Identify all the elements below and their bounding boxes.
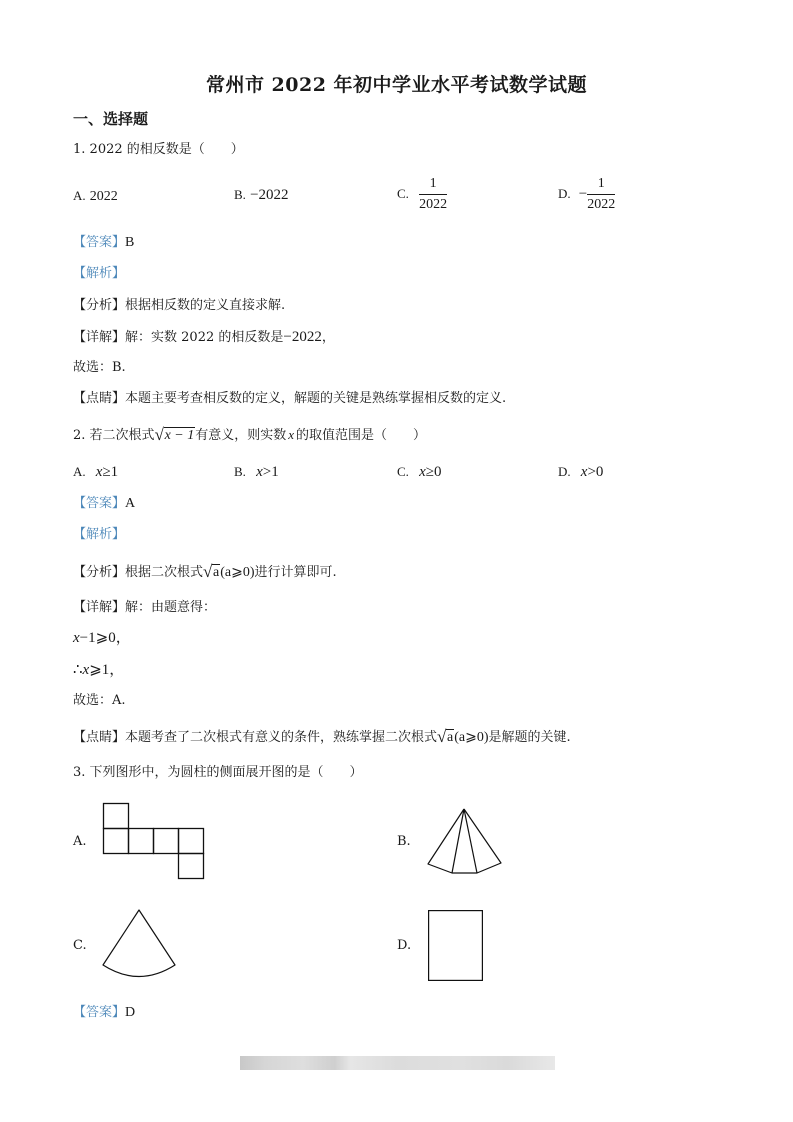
q1-analysis-tag: 【解析】: [73, 266, 126, 281]
q3-option-b-label: B.: [397, 834, 411, 849]
sqrt-expression: √ a: [203, 562, 220, 581]
q2-dianjing: 【点睛】本题考查了二次根式有意义的条件，熟练掌握二次根式 √ a(a⩾0)是解题的关键.: [73, 727, 571, 746]
sector-figure: [101, 908, 179, 982]
q1-option-b: B. −2022: [234, 187, 289, 203]
q2-option-c: C. x≥0: [397, 464, 442, 480]
q2-step-1: x−1⩾0，: [73, 630, 131, 646]
q1-option-c: C. $\frac{1}{2022}$: [397, 176, 448, 212]
page-title: 常州市 2022 年初中学业水平考试数学试题: [205, 74, 588, 96]
q3-option-d-label: D.: [397, 938, 412, 953]
q1-dianjing: 【点睛】本题主要考查相反数的定义，解题的关键是熟练掌握相反数的定义.: [73, 391, 507, 406]
q2-step-2: ∴x⩾1，: [73, 662, 125, 678]
q3-option-a-label: A.: [73, 834, 87, 849]
q1-fenxi: 【分析】根据相反数的定义直接求解.: [73, 298, 286, 313]
q3-option-c-label: C.: [73, 938, 87, 953]
pyramid-net-figure: [426, 807, 504, 877]
question-text: 2022 的相反数是（ ）: [89, 142, 244, 157]
q2-guxuan: 故选：A.: [73, 693, 126, 708]
fraction: $\frac{1}{2022}$: [419, 176, 448, 212]
answer-tag: 【答案】: [73, 235, 126, 250]
question-number: 1.: [73, 142, 86, 157]
q1-option-a: A. 2022: [73, 188, 118, 204]
sqrt-expression: √ x − 1: [154, 425, 195, 444]
blurred-footer: [240, 1056, 555, 1070]
q2-option-b: B. x>1: [234, 464, 279, 480]
q2-analysis-tag: 【解析】: [73, 527, 126, 542]
q1-guxuan: 故选：B.: [73, 360, 126, 375]
question-1-stem: [73, 141, 244, 159]
q2-answer: 【答案】A: [73, 496, 136, 511]
q2-option-d: D. x>0: [558, 464, 604, 480]
cube-net-figure: [103, 803, 204, 879]
rectangle-figure: [428, 910, 483, 981]
q2-fenxi: 【分析】根据二次根式 √ a(a⩾0)进行计算即可.: [73, 562, 337, 581]
q1-option-d: D. − $\frac{1}{2022}$: [558, 176, 616, 212]
q2-xiangjie: 【详解】解：由题意得：: [73, 600, 217, 615]
sqrt-expression: √ a: [437, 727, 454, 746]
q1-answer: 【答案】B: [73, 235, 135, 250]
fraction: $\frac{1}{2022}$: [587, 176, 616, 212]
question-3-stem: 3. 下列图形中，为圆柱的侧面展开图的是（ ）: [73, 765, 363, 780]
question-2-stem: 2. 若二次根式 √ x − 1有意义，则实数 x 的取值范围是（ ）: [73, 425, 427, 444]
q3-answer: 【答案】D: [73, 1005, 136, 1020]
section-heading: 一、选择题: [73, 110, 149, 128]
q2-option-a: A. x≥1: [73, 464, 119, 480]
q1-xiangjie: 【详解】解：实数 2022 的相反数是−2022，: [73, 329, 335, 345]
